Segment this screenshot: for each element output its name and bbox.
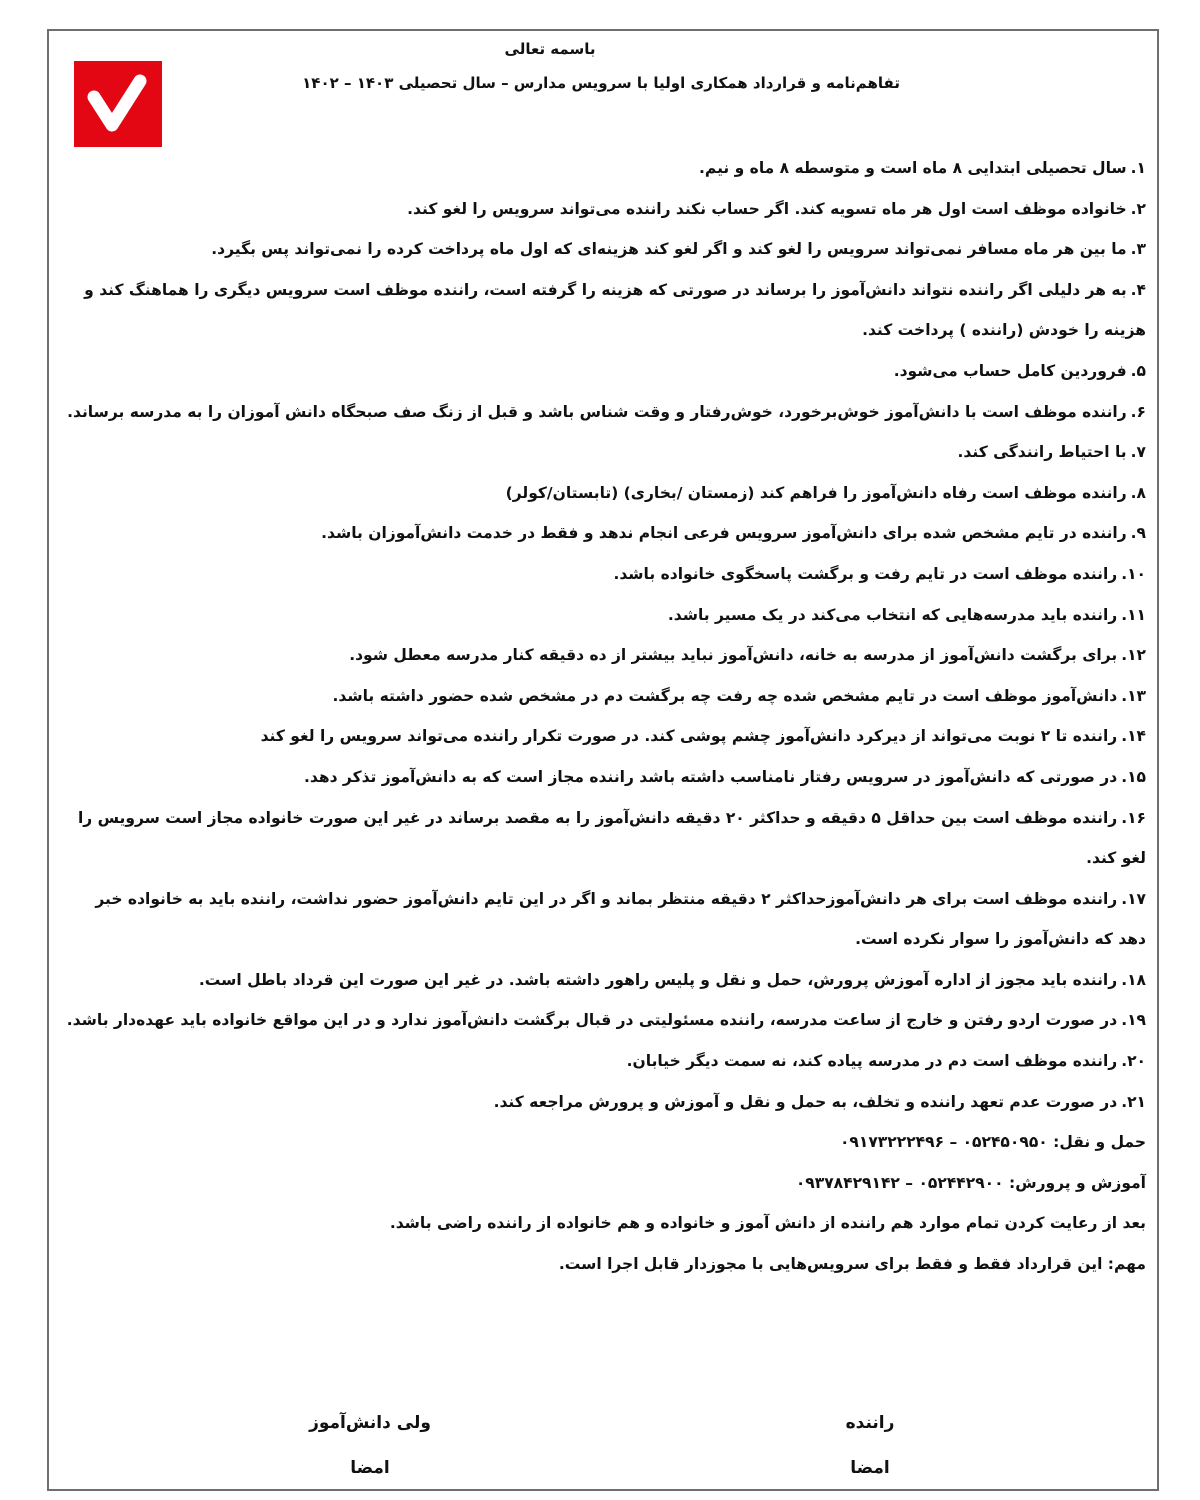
driver-signature bbox=[760, 1400, 980, 1490]
document-body bbox=[66, 148, 1146, 1285]
clause: ۷.با احتیاط رانندگی کند. bbox=[957, 443, 1146, 462]
clause: ۱۱.راننده باید مدرسه‌هایی که انتخاب می‌کند در یک مسیر باشد. bbox=[667, 605, 1146, 624]
guardian-title: ولی دانش‌آموز bbox=[309, 1413, 431, 1433]
clause: ۸.راننده موظف است رفاه دانش‌آموز را فراهم کند (زمستان /بخاری) (تابستان/کولر) bbox=[505, 483, 1146, 502]
contact-education: آموزش و پرورش: ۰۵۲۴۴۲۹۰۰ – ۰۹۳۷۸۴۲۹۱۴۲ bbox=[795, 1173, 1146, 1192]
clause: ۶.راننده موظف است با دانش‌آموز خوش‌برخورد، خوش‌رفتار و وقت شناس باشد و قبل از زنگ صف صبحگاه دانش آموزان را به مدرسه برساند. bbox=[67, 402, 1146, 421]
driver-sign-label: امضا bbox=[850, 1458, 890, 1478]
clause: ۱۶.راننده موظف است بین حداقل ۵ دقیقه و حداکثر ۲۰ دقیقه دانش‌آموز را به مقصد برساند در غیر این صورت خانواده مجاز است سرویس را لغو کند. bbox=[77, 808, 1146, 868]
clause: ۲۰.راننده موظف است دم در مدرسه پیاده کند، نه سمت دیگر خیابان. bbox=[626, 1052, 1146, 1071]
clause: ۲۱.در صورت عدم تعهد راننده و تخلف، به حمل و نقل و آموزش و پرورش مراجعه کند. bbox=[493, 1092, 1146, 1111]
clause: ۱۰.راننده موظف است در تایم رفت و برگشت پاسخگوی خانواده باشد. bbox=[613, 564, 1146, 583]
logo bbox=[74, 61, 162, 147]
document-title: تفاهم‌نامه و قرارداد همکاری اولیا با سرویس مدارس – سال تحصیلی ۱۴۰۳ – ۱۴۰۲ bbox=[302, 74, 900, 92]
driver-title: راننده bbox=[845, 1413, 895, 1433]
clause: ۱۳.دانش‌آموز موظف است در تایم مشخص شده چه رفت چه برگشت دم در مشخص شده حضور داشته باشد. bbox=[332, 686, 1146, 705]
satisfaction-note: بعد از رعایت کردن تمام موارد هم راننده از دانش آموز و خانواده و هم خانواده از راننده راضی باشد. bbox=[389, 1214, 1146, 1233]
clause: ۴.به هر دلیلی اگر راننده نتواند دانش‌آموز را برساند در صورتی که هزینه را گرفته است، راننده موظف است سرویس دیگری را هماهنگ کند و هزینه را خودش (راننده ) پرداخت کند. bbox=[84, 280, 1146, 340]
important-note: مهم: این قرارداد فقط و فقط برای سرویس‌هایی با مجوزدار قابل اجرا است. bbox=[558, 1255, 1146, 1274]
clause: ۹.راننده در تایم مشخص شده برای دانش‌آموز سرویس فرعی انجام ندهد و فقط در خدمت دانش‌آموزان باشد. bbox=[321, 524, 1146, 543]
guardian-signature bbox=[260, 1400, 480, 1490]
clause: ۱۲.برای برگشت دانش‌آموز از مدرسه به خانه، دانش‌آموز نباید بیشتر از ده دقیقه کنار مدرسه معطل شود. bbox=[349, 646, 1146, 665]
clause: ۱۷.راننده موظف است برای هر دانش‌آموزحداکثر ۲ دقیقه منتظر بماند و اگر در این تایم دانش‌آموز حضور نداشت، راننده باید به خانواده خبر دهد که دانش‌آموز را سوار نکرده است. bbox=[95, 889, 1146, 949]
clause: ۱۹.در صورت اردو رفتن و خارج از ساعت مدرسه، راننده مسئولیتی در قبال برگشت دانش‌آموز ندارد و در این مواقع خانواده باید عهده‌دار باشد. bbox=[66, 1011, 1146, 1030]
clause: ۵.فروردین کامل حساب می‌شود. bbox=[893, 361, 1146, 380]
clause: ۳.ما بین هر ماه مسافر نمی‌تواند سرویس را لغو کند و اگر لغو کند هزینه‌ای که اول ماه پرداخت کرده را نمی‌تواند پس بگیرد. bbox=[211, 240, 1146, 259]
guardian-sign-label: امضا bbox=[350, 1458, 390, 1478]
clause: ۱۸.راننده باید مجوز از اداره آموزش پرورش، حمل و نقل و پلیس راهور داشته باشد. در غیر این صورت این قرداد باطل است. bbox=[198, 970, 1146, 989]
signature-block bbox=[200, 1400, 980, 1490]
clause: ۲.خانواده موظف است اول هر ماه تسویه کند. اگر حساب نکند راننده می‌تواند سرویس را لغو کند. bbox=[407, 199, 1146, 218]
contact-transport: حمل و نقل: ۰۵۲۴۵۰۹۵۰ – ۰۹۱۷۳۲۲۲۴۹۶ bbox=[839, 1133, 1146, 1152]
clause: ۱۴.راننده تا ۲ نوبت می‌تواند از دیرکرد دانش‌آموز چشم پوشی کند. در صورت تکرار راننده می‌تواند سرویس را لغو کند bbox=[260, 727, 1146, 746]
invocation: باسمه تعالی bbox=[504, 40, 596, 58]
checkmark-icon bbox=[74, 61, 162, 147]
clause: ۱.سال تحصیلی ابتدایی ۸ ماه است و متوسطه ۸ ماه و نیم. bbox=[699, 159, 1146, 177]
clause: ۱۵.در صورتی که دانش‌آموز در سرویس رفتار نامناسب داشته باشد راننده مجاز است که به دانش‌آموز تذکر دهد. bbox=[303, 767, 1146, 786]
